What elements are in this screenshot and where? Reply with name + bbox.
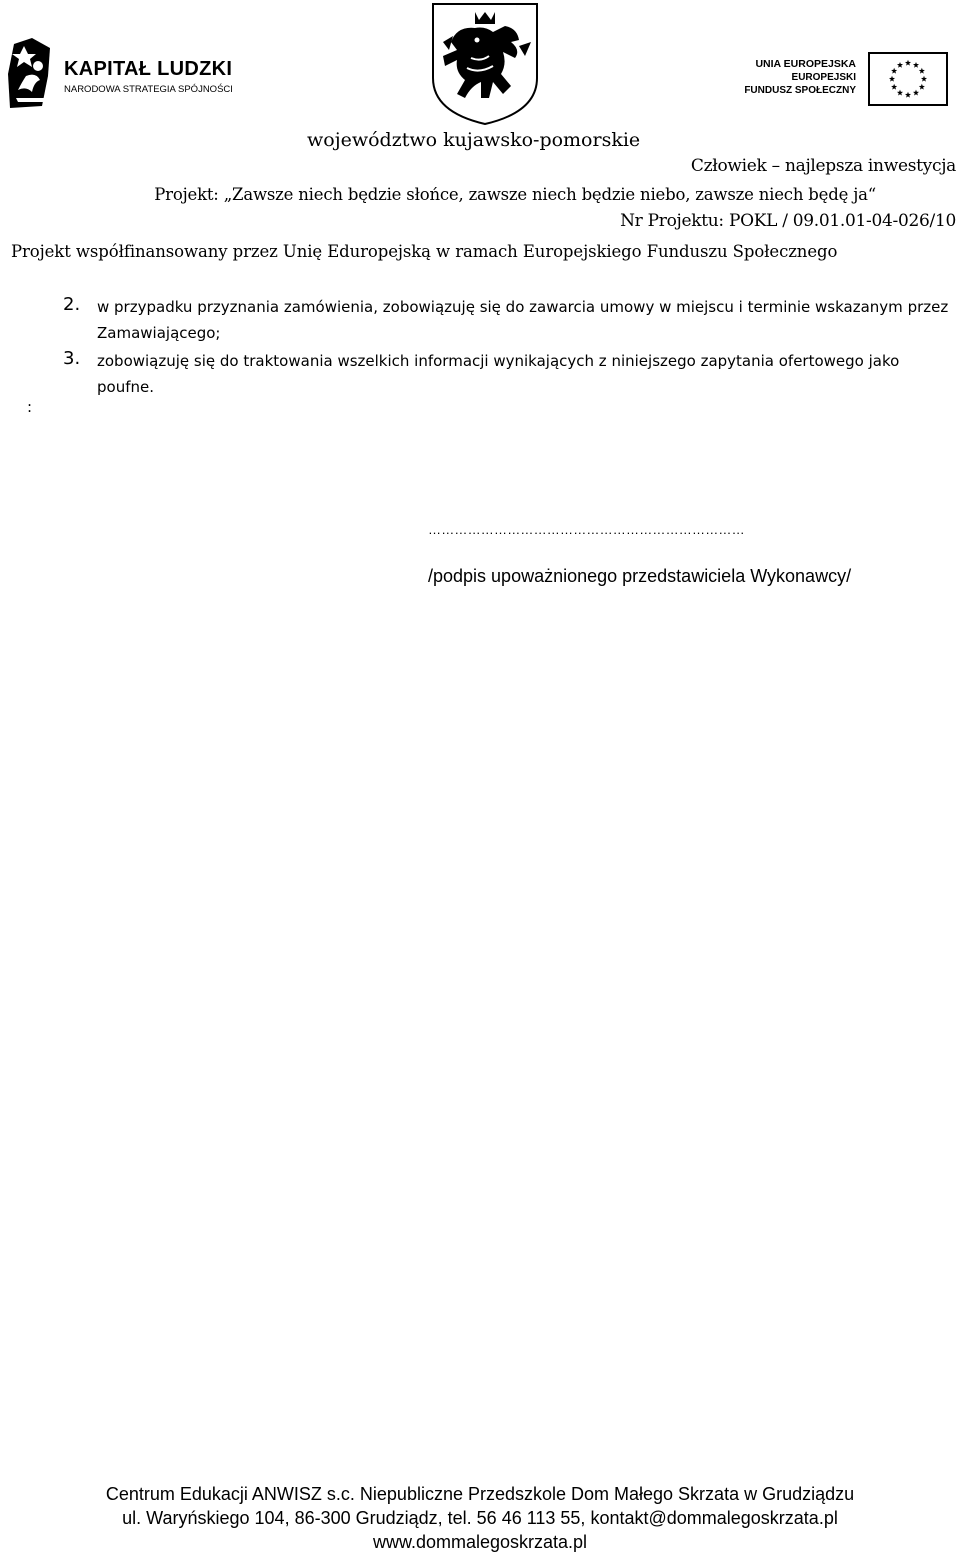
eu-logo-line-3: FUNDUSZ SPOŁECZNY (744, 85, 856, 96)
footer (0, 1482, 960, 1554)
project-title: Projekt: „Zawsze niech będzie słońce, zawsze niech będzie niebo, zawsze niech będę ja“ (154, 185, 876, 204)
program-motto: Człowiek – najlepsza inwestycja (690, 156, 956, 176)
footer-contact: ul. Waryńskiego 104, 86-300 Grudziądz, tel. 56 46 113 55, kontakt@dommalegoskrzata.pl (122, 1508, 838, 1528)
kapital-ludzki-star-icon (6, 36, 56, 110)
footer-organization: Centrum Edukacji ANWISZ s.c. Niepubliczne Przedszkole Dom Małego Skrzata w Grudziądzu (105, 1484, 855, 1504)
signature-line: ……………………………………………………………… (428, 522, 745, 537)
list-item-number: 3. (63, 348, 81, 369)
eu-social-fund-logo (742, 50, 952, 108)
eu-logo-line-1: UNIA EUROPEJSKA (755, 58, 856, 70)
list-item-text: w przypadku przyznania zamówienia, zobowiązuję się do zawarcia umowy w miejscu i terminie wskazanym przez Zamawiającego; (97, 298, 949, 342)
kapital-ludzki-title: KAPITAŁ LUDZKI (64, 58, 233, 80)
funding-statement: Projekt współfinansowany przez Unię Eduropejską w ramach Europejskiego Funduszu Społecznego (11, 242, 838, 261)
eu-flag-icon (868, 52, 948, 106)
list-item-text: zobowiązuję się do traktowania wszelkich informacji wynikających z niniejszego zapytania ofertowego jako poufne. (97, 352, 900, 396)
stray-colon: : (27, 398, 33, 416)
list-item-number: 2. (63, 294, 81, 315)
coat-of-arms-icon (431, 2, 539, 126)
region-name: województwo kujawsko-pomorskie (307, 129, 641, 151)
kapital-ludzki-subtitle: NARODOWA STRATEGIA SPÓJNOŚCI (64, 84, 233, 95)
project-number: Nr Projektu: POKL / 09.01.01-04-026/10 (620, 211, 956, 231)
signature-label: /podpis upoważnionego przedstawiciela Wykonawcy/ (428, 566, 852, 586)
footer-website: www.dommalegoskrzata.pl (372, 1532, 588, 1552)
eu-logo-text (744, 58, 856, 97)
kapital-ludzki-logo (6, 36, 236, 110)
eu-logo-line-2: EUROPEJSKI (791, 72, 856, 83)
